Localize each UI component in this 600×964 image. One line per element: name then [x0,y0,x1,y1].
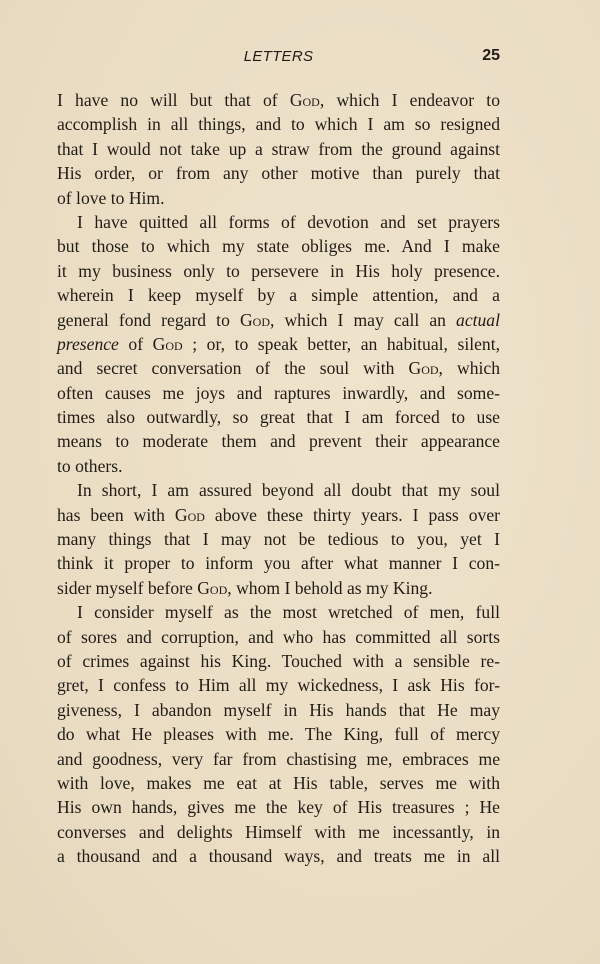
text-line [57,210,500,234]
paragraph [57,88,500,210]
italic-text: actual [456,309,500,330]
text-run: of [118,333,153,354]
text-run: I consider myself as the most wretched of men, full [77,602,500,623]
text-line [57,503,500,527]
paragraph [57,210,500,478]
text-run: His order, or from any other motive than purely that [57,163,500,184]
text-line [57,186,500,210]
text-run: a thousand and a thousand ways, and treats me in all [57,846,500,867]
small-caps-word: God [152,333,183,354]
text-line [57,625,500,649]
text-line [57,234,500,258]
text-run: sider myself before [57,577,198,598]
text-run: general fond regard to [57,309,240,330]
text-line [57,161,500,185]
text-run: to others. [57,455,123,476]
text-run: gret, I confess to Him all my wickedness, I ask His for- [57,675,500,696]
text-run: many things that I may not be tedious to you, yet I [57,529,500,550]
body-text [57,88,500,869]
text-line [57,600,500,624]
text-run: and secret conversation of the soul with [57,358,409,379]
text-line [57,844,500,868]
text-line [57,820,500,844]
text-run: , which [438,358,500,379]
text-run: and goodness, very far from chastising me, embraces me [57,748,500,769]
small-caps-word: God [174,504,205,525]
text-run: think it proper to inform you after what manner I con- [57,553,500,574]
text-line [57,454,500,478]
text-run: it my business only to persevere in His holy presence. [57,260,500,281]
text-line [57,698,500,722]
text-line [57,405,500,429]
text-line [57,722,500,746]
text-run: of love to Him. [57,187,165,208]
text-line [57,332,500,356]
text-run: His own hands, gives me the key of His treasures ; He [57,797,500,818]
running-title: LETTERS [243,48,314,65]
text-run: of crimes against his King. Touched with a sensible re- [57,650,500,671]
text-run: has been with [57,504,175,525]
text-line [57,673,500,697]
text-run: above these thirty years. I pass over [204,504,500,525]
text-run: In short, I am assured beyond all doubt that my soul [77,480,500,501]
text-run: times also outwardly, so great that I am forced to use [57,407,500,428]
text-run: giveness, I abandon myself in His hands that He may [57,699,500,720]
text-line [57,283,500,307]
text-run: often causes me joys and raptures inwardly, and some- [57,382,500,403]
text-run: wherein I keep myself by a simple attention, and a [57,285,500,306]
running-head [57,46,500,68]
text-line [57,259,500,283]
small-caps-word: God [289,90,320,110]
text-line [57,771,500,795]
text-line [57,747,500,771]
text-line [57,88,500,112]
text-line [57,576,500,600]
italic-text: presence [57,333,119,354]
text-line [57,478,500,502]
text-run: , whom I behold as my King. [227,577,433,598]
text-run: ; or, to speak better, an habitual, silent, [182,333,501,354]
text-run: do what He pleases with me. The King, full of mercy [57,724,500,745]
small-caps-word: God [197,577,228,598]
page-number: 25 [482,47,500,64]
text-run: accomplish in all things, and to which I am so resigned [57,114,500,135]
paragraph [57,600,500,868]
text-run: with love, makes me eat at His table, serves me with [57,772,500,793]
small-caps-word: God [239,309,270,330]
text-line [57,649,500,673]
text-run: I have quitted all forms of devotion and set prayers [77,211,500,232]
text-run: , which I endeavor to [319,90,500,110]
text-line [57,381,500,405]
text-run: but those to which my state obliges me. And I make [57,236,500,257]
paragraph [57,478,500,600]
text-line [57,429,500,453]
text-line [57,308,500,332]
text-line [57,137,500,161]
small-caps-word: God [408,358,439,379]
text-line [57,551,500,575]
text-line [57,795,500,819]
text-run: that I would not take up a straw from the ground against [57,138,500,159]
text-line [57,112,500,136]
text-run: , which I may call an [270,309,457,330]
text-run: means to moderate them and prevent their appearance [57,431,500,452]
text-run: of sores and corruption, and who has committed all sorts [57,626,500,647]
text-run: I have no will but that of [57,90,290,110]
text-run: converses and delights Himself with me incessantly, in [57,821,500,842]
text-line [57,527,500,551]
text-line [57,356,500,380]
